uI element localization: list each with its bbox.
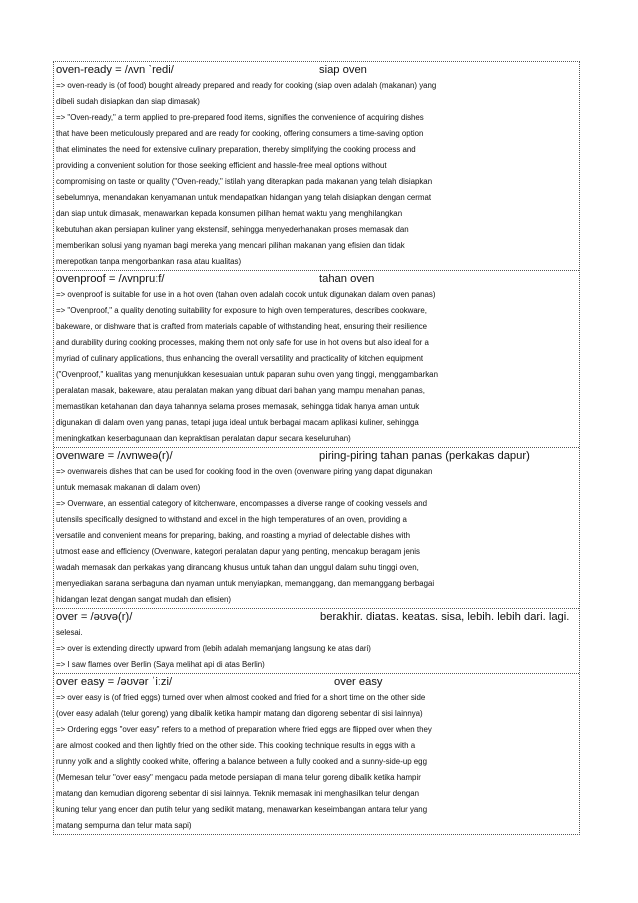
entry-line: digunakan di dalam oven yang panas, tetapi juga ideal untuk berbagai macam aplikasi kuliner, sehingga [56, 418, 419, 427]
entry-line: untuk memasak makanan di dalam oven) [56, 483, 201, 492]
entry-line: myriad of culinary applications, thus enhancing the overall versatility and practicality of kitchen equipment [56, 354, 424, 363]
entry-line: => ovenwareis dishes that can be used for cooking food in the oven (ovenware piring yang dapat digunakan [56, 467, 433, 476]
entry-line: compromising on taste or quality ("Oven-ready," istilah yang diterapkan pada makanan yang telah disiapkan [56, 177, 433, 186]
entry-line: => I saw flames over Berlin (Saya melihat api di atas Berlin) [56, 660, 265, 669]
entry-line: => "Ovenproof," a quality denoting suitability for exposure to high oven temperatures, describes cookware, [56, 306, 427, 315]
entry-line: (over easy adalah (telur goreng) yang dibalik ketika hampir matang dan digoreng sebentar di sisi lainnya) [56, 709, 423, 718]
entry-line: that eliminates the need for extensive culinary preparation, thereby simplifying the cooking process and [56, 145, 416, 154]
entry-line: matang sempurna dan telur mata sapi) [56, 821, 192, 830]
entry-line: memberikan solusi yang nyaman bagi mereka yang mencari pilihan makanan yang efisien dan tidak [56, 241, 405, 250]
entry-line: matang dan kemudian digoreng sebentar di sisi lainnya. Teknik memasak ini menghasilkan telur dengan [56, 789, 420, 798]
entry-line: selesai. [56, 628, 83, 637]
entry-translation: siap oven [319, 64, 367, 76]
entry-line: meningkatkan keserbagunaan dan kepraktisan peralatan dapur secara keseluruhan) [56, 434, 351, 443]
entry-ovenware [54, 447, 579, 608]
entry-line: dibeli sudah disiapkan dan siap dimasak) [56, 97, 200, 106]
entry-line: (Memesan telur "over easy" mengacu pada metode persiapan di mana telur goreng dibalik ketika hampir [56, 773, 421, 782]
entry-term: ovenproof = /ʌvnpruːf/ [56, 273, 165, 285]
entry-line: that have been meticulously prepared and are ready for cooking, offering consumers a time-saving option [56, 129, 424, 138]
entry-line: kuning telur yang encer dan putih telur yang sedikit matang, menawarkan keseimbangan antara telur yang [56, 805, 428, 814]
entry-line: and durability during cooking processes, making them not only safe for use in hot ovens but also ideal for a [56, 338, 429, 347]
entry-translation: berakhir. diatas. keatas. sisa, lebih. lebih dari. lagi. [320, 611, 570, 623]
entry-line: => Ordering eggs "over easy" refers to a method of preparation where fried eggs are flipped over when they [56, 725, 432, 734]
entry-line: peralatan masak, bakeware, atau peralatan makan yang dibuat dari bahan yang mampu menahan panas, [56, 386, 425, 395]
entry-line: runny yolk and a slightly cooked white, offering a balance between a fully cooked and a sunny-side-up egg [56, 757, 427, 766]
entry-line: => "Oven-ready," a term applied to pre-prepared food items, signifies the convenience of acquiring dishes [56, 113, 424, 122]
entry-translation: piring-piring tahan panas (perkakas dapur) [319, 450, 530, 462]
entry-line: ("Ovenproof," kualitas yang menunjukkan kesesuaian untuk paparan suhu oven yang tinggi, menggambarkan [56, 370, 438, 379]
entry-line: providing a convenient solution for those seeking efficient and hassle-free meal options without [56, 161, 387, 170]
entry-ovenproof [54, 270, 579, 447]
entry-term: oven-ready = /ʌvn ˋredi/ [56, 64, 174, 76]
entry-header [56, 609, 577, 625]
entry-line: sebelumnya, menandakan kenyamanan untuk mendapatkan hidangan yang telah disiapkan dengan cermat [56, 193, 432, 202]
entry-line: => oven-ready is (of food) bought already prepared and ready for cooking (siap oven adalah (makanan) yang [56, 81, 437, 90]
entry-oven-ready [54, 62, 579, 270]
entry-line: => ovenproof is suitable for use in a hot oven (tahan oven adalah cocok untuk digunakan dalam oven panas) [56, 290, 436, 299]
entry-term: over easy = /əʊvər ˈiːzi/ [56, 676, 173, 688]
entry-term: ovenware = /ʌvnweə(r)/ [56, 450, 173, 462]
dictionary-sheet [53, 61, 580, 835]
entry-line: utensils specifically designed to withstand and excel in the high temperatures of an oven, providing a [56, 515, 407, 524]
entry-translation: tahan oven [319, 273, 375, 285]
entry-line: dan siap untuk dimasak, menawarkan kepada konsumen pilihan hemat waktu yang menghilangkan [56, 209, 403, 218]
entry-line: memastikan ketahanan dan daya tahannya selama proses memasak, sehingga tidak hanya aman untuk [56, 402, 420, 411]
entry-term: over = /əʊvə(r)/ [56, 611, 133, 623]
entry-line: wadah memasak dan perkakas yang dirancang khusus untuk tahan dan unggul dalam suhu tinggi oven, [56, 563, 419, 572]
entry-header [56, 448, 577, 464]
entry-line: utmost ease and efficiency (Ovenware, kategori peralatan dapur yang penting, mencakup beragam jenis [56, 547, 420, 556]
entry-line: merepotkan tanpa mengorbankan rasa atau kualitas) [56, 257, 242, 266]
entry-line: are almost cooked and then lightly fried on the other side. This cooking technique results in eggs with a [56, 741, 416, 750]
entry-line: => Ovenware, an essential category of kitchenware, encompasses a diverse range of cooking vessels and [56, 499, 428, 508]
entry-line: => over is extending directly upward from (lebih adalah memanjang langsung ke atas dari) [56, 644, 371, 653]
entry-line: versatile and convenient means for preparing, baking, and roasting a myriad of delectable dishes with [56, 531, 410, 540]
entry-line: => over easy is (of fried eggs) turned over when almost cooked and fried for a short time on the other side [56, 693, 426, 702]
entry-line: menyediakan sarana serbaguna dan nyaman untuk menyiapkan, memanggang, dan memanggang berbagai [56, 579, 435, 588]
entry-line: kebutuhan akan persiapan kuliner yang ekstensif, sehingga menyederhanakan proses memasak dan [56, 225, 409, 234]
entry-line: hidangan lezat dengan sangat mudah dan efisien) [56, 595, 232, 604]
entry-header [56, 62, 577, 78]
entry-translation: over easy [334, 676, 383, 688]
entry-header [56, 674, 577, 690]
entry-over [54, 608, 579, 673]
entry-header [56, 271, 577, 287]
entry-line: bakeware, or dishware that is crafted from materials capable of withstanding heat, ensuring their resilience [56, 322, 428, 331]
entry-over-easy [54, 673, 579, 834]
